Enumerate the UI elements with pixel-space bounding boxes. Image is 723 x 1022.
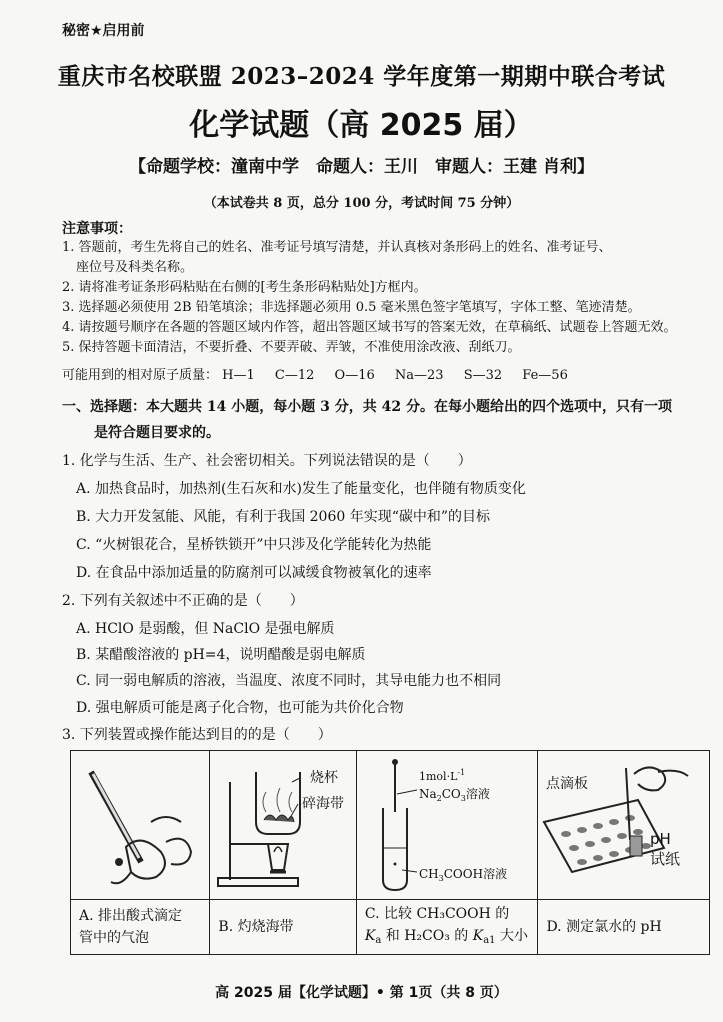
atomic-mass: Fe—56: [522, 368, 568, 383]
note-item: 5. 保持答题卡面清洁，不要折叠、不要弄破、弄皱，不准使用涂改液、刮纸刀。: [62, 340, 521, 355]
atomic-mass: H—1: [222, 368, 255, 383]
label-seaweed: 碎海带: [302, 796, 345, 812]
page-footer: 高 2025 届【化学试题】• 第 1页（共 8 页）: [215, 985, 508, 1001]
note-item: 2. 请将准考证条形码粘贴在右侧的[考生条形码粘贴处]方框内。: [62, 280, 427, 295]
caption-b: [210, 900, 356, 955]
figure-a-cell: [71, 751, 210, 900]
section-heading: [62, 394, 712, 446]
burning-seaweed-figure: [210, 752, 353, 898]
question-2-option-b: B. 某醋酸溶液的 pH=4，说明醋酸是弱电解质: [76, 647, 366, 663]
exam-title: 重庆市名校联盟 2023–2024 学年度第一期期中联合考试: [57, 63, 666, 90]
question-2-option-d: D. 强电解质可能是离子化合物，也可能为共价化合物: [76, 700, 404, 716]
atomic-mass: O—16: [334, 368, 375, 383]
label-ch3cooh: $CH_3COOH$溶液: [418, 867, 507, 883]
question-3-stem: 3. 下列装置或操作能达到目的的是（ ）: [62, 727, 332, 743]
caption-a-line: A. 排出酸式滴定: [79, 908, 183, 924]
atomic-masses-label: 可能用到的相对原子质量：: [62, 368, 219, 383]
caption-a: [71, 900, 210, 955]
label-na2co3: $Na_2CO_3$溶液: [418, 787, 490, 803]
figure-c-cell: [356, 751, 538, 900]
confidential-label: 秘密★启用前: [62, 23, 145, 39]
label-ph: pH: [650, 830, 672, 848]
exam-info: （本试卷共 8 页，总分 100 分，考试时间 75 分钟）: [203, 196, 520, 211]
figure-b-cell: [210, 751, 356, 900]
caption-c-line: C. 比较 CH₃COOH 的: [364, 905, 510, 922]
chlorine-water-ph-figure: [538, 752, 706, 898]
atomic-masses: [62, 364, 584, 383]
question-1-option-c: C. “火树银花合，星桥铁锁开”中只涉及化学能转化为热能: [76, 537, 432, 553]
label-spot-plate: 点滴板: [546, 776, 589, 792]
burette-bubble-figure: [71, 752, 207, 898]
question-1-option-a: A. 加热食品时，加热剂(生石灰和水)发生了能量变化，也伴随有物质变化: [76, 481, 526, 497]
section-heading-line: 一、选择题：本大题共 14 小题，每小题 3 分，共 42 分。在每小题给出的四个选项中，只有一项: [62, 399, 672, 415]
atomic-mass: C—12: [274, 368, 315, 383]
atomic-mass: Na—23: [394, 368, 444, 383]
caption-d-text: D. 测定氯水的 pH: [546, 919, 662, 935]
question-3-table: [70, 750, 710, 955]
caption-a-line: 管中的气泡: [79, 930, 149, 946]
caption-d: [538, 900, 710, 955]
question-1-option-b: B. 大力开发氢能、风能，有利于我国 2060 年实现“碳中和”的目标: [76, 509, 491, 525]
note-item: 座位号及科类名称。: [76, 260, 194, 275]
label-concentration: $1mol\cdot L^{-1}$: [418, 768, 466, 783]
caption-c-line: $K_a$ 和 H₂CO₃ 的 $K_{a1}$ 大小: [364, 927, 528, 946]
question-2-stem: 2. 下列有关叙述中不正确的是（ ）: [62, 593, 304, 609]
notes-list: [62, 238, 702, 358]
figure-d-cell: [538, 751, 710, 900]
question-2-option-a: A. HClO 是弱酸，但 NaClO 是强电解质: [76, 621, 335, 637]
note-item: 1. 答题前，考生先将自己的姓名、准考证号填写清楚，并认真核对条形码上的姓名、准考证号、: [62, 240, 612, 255]
notes-title: 注意事项：: [62, 221, 132, 237]
label-beaker: 烧杯: [310, 770, 339, 786]
atomic-mass: S—32: [463, 368, 503, 383]
question-2-option-c: C. 同一弱电解质的溶液，当温度、浓度不同时，其导电能力也不相同: [76, 673, 502, 689]
note-item: 4. 请按题号顺序在各题的答题区域内作答，超出答题区域书写的答案无效，在草稿纸、试题卷上答题无效。: [62, 320, 677, 335]
question-1-stem: 1. 化学与生活、生产、社会密切相关。下列说法错误的是（ ）: [62, 453, 472, 469]
caption-c: [356, 900, 538, 955]
note-item: 3. 选择题必须使用 2B 铅笔填涂；非选择题必须用 0.5 毫米黑色签字笔填写，字体工整、笔迹清楚。: [62, 300, 641, 315]
subject-title: 化学试题（高 2025 届）: [189, 108, 534, 143]
section-heading-line: 是符合题目要求的。: [94, 425, 220, 441]
question-1-option-d: D. 在食品中添加适量的防腐剂可以减缓食物被氧化的速率: [76, 565, 432, 581]
setter-line: 【命题学校：潼南中学 命题人：王川 审题人：王建 肖利】: [129, 157, 594, 177]
acid-comparison-figure: [357, 752, 535, 898]
caption-b-text: B. 灼烧海带: [218, 919, 294, 935]
label-ph-paper: 试纸: [650, 850, 681, 868]
